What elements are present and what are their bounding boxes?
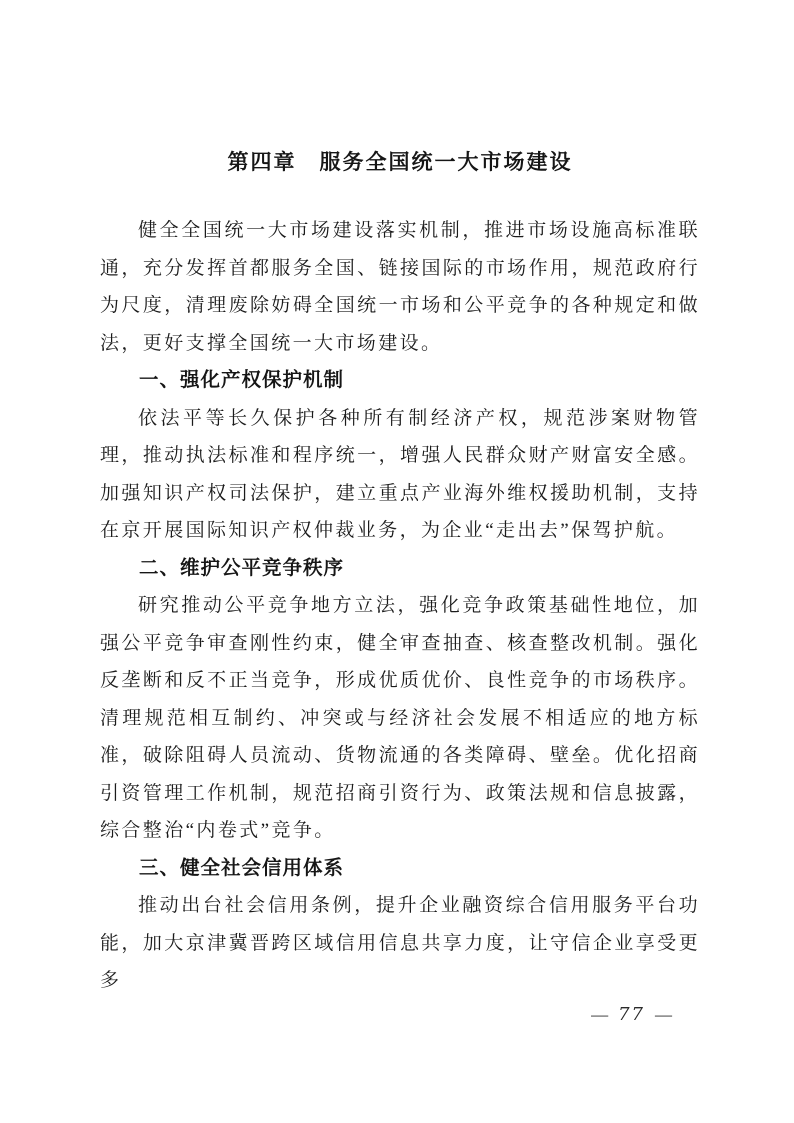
page-number: 77 [618, 1004, 645, 1025]
paragraph-section-2: 研究推动公平竞争地方立法，强化竞争政策基础性地位，加强公平竞争审查刚性约束，健全审查抽查、核查整改机制。强化反垄断和反不正当竞争，形成优质优价、良性竞争的市场秩序。清理规范相互制约、冲突或与经济社会发展不相适应的地方标准，破除阻碍人员流动、货物流通的各类障碍、壁垒。优化招商引资管理工作机制，规范招商引资行为、政策法规和信息披露，综合整治“内卷式”竞争。 [100, 595, 700, 841]
page-footer [581, 1002, 682, 1028]
section-heading-1: 一、强化产权保护机制 [139, 369, 345, 391]
paragraph-section-3: 推动出台社会信用条例，提升企业融资综合信用服务平台功能，加大京津冀晋跨区域信用信息共享力度，让守信企业享受更多 [100, 895, 700, 991]
paragraph-section-1: 依法平等长久保护各种所有制经济产权，规范涉案财物管理，推动执法标准和程序统一，增强人民群众财产财富安全感。加强知识产权司法保护，建立重点产业海外维权援助机制，支持在京开展国际知识产权仲裁业务，为企业“走出去”保驾护航。 [100, 407, 700, 541]
section-heading-3: 三、健全社会信用体系 [139, 856, 345, 879]
section-heading-2: 二、维护公平竞争秩序 [139, 556, 345, 579]
chapter-title: 第四章 服务全国统一大市场建设 [227, 151, 573, 174]
document-content [100, 148, 700, 1000]
footer-dash-left: — [591, 1005, 609, 1024]
footer-dash-right: — [655, 1005, 672, 1024]
paragraph-intro: 健全全国统一大市场建设落实机制，推进市场设施高标准联通，充分发挥首都服务全国、链接国际的市场作用，规范政府行为尺度，清理废除妨碍全国统一市场和公平竞争的各种规定和做法，更好支撑全国统一大市场建设。 [100, 220, 700, 354]
